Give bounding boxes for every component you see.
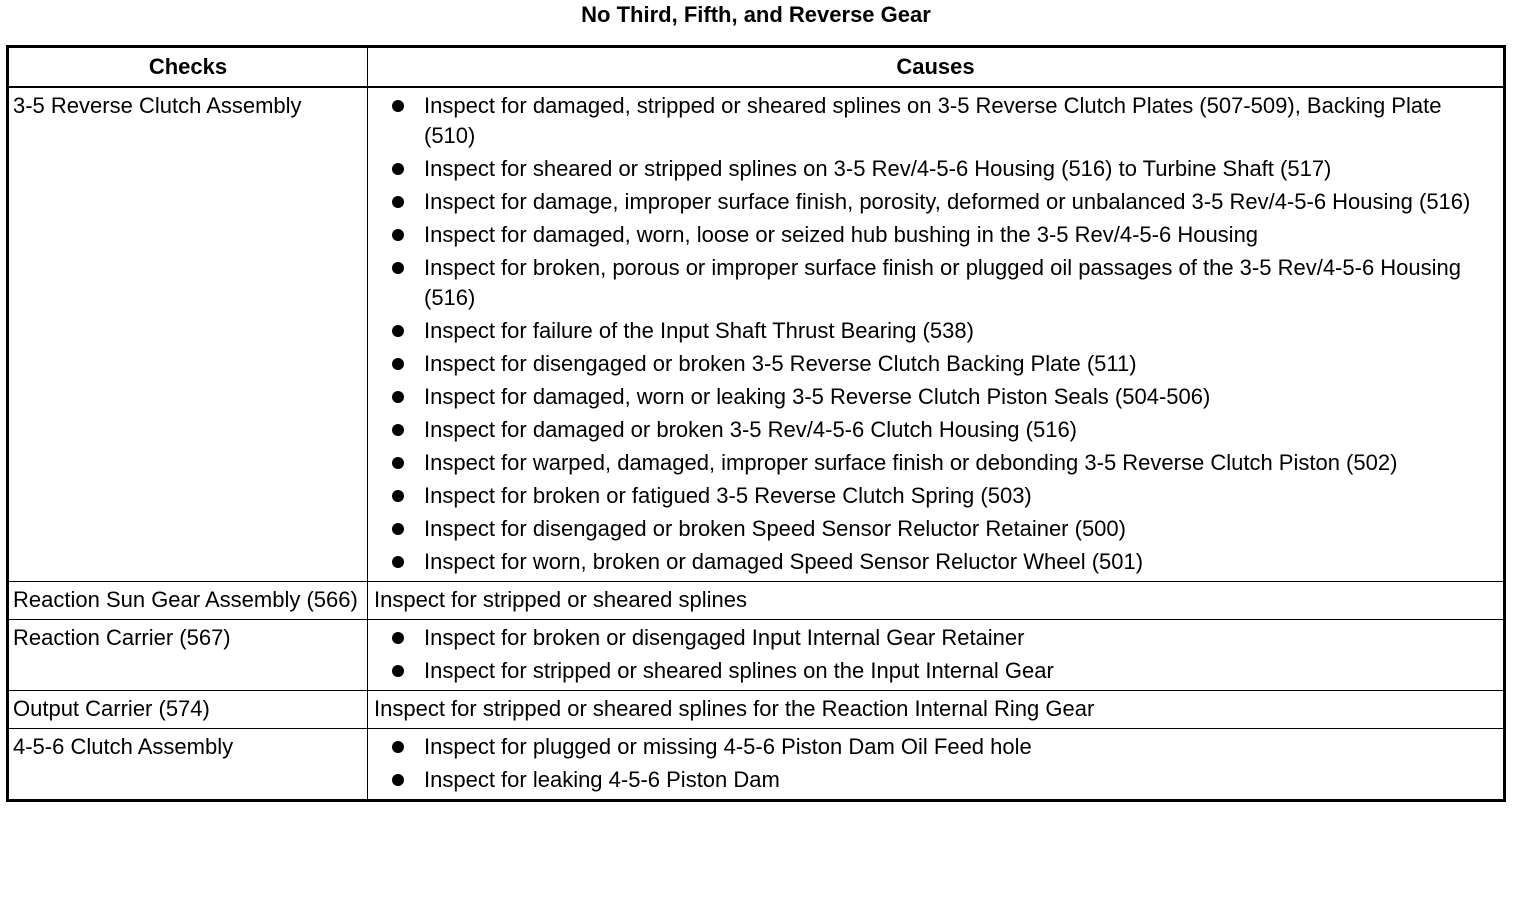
header-checks: Checks: [8, 47, 368, 88]
cause-item: [374, 765, 1497, 795]
cause-text-cell: Inspect for stripped or sheared splines: [368, 582, 1505, 620]
cause-item: [374, 547, 1497, 577]
table-row: [8, 620, 1505, 691]
check-cell: 3-5 Reverse Clutch Assembly: [8, 87, 368, 582]
table-row: [8, 582, 1505, 620]
header-row: [8, 47, 1505, 88]
header-causes: Causes: [368, 47, 1505, 88]
cause-text: Inspect for broken or fatigued 3-5 Reverse Clutch Spring (503): [424, 483, 1032, 508]
cause-text: Inspect for damaged, stripped or sheared splines on 3-5 Reverse Clutch Plates (507-509), Backing Plate (510): [424, 93, 1442, 148]
bullet-icon: [392, 424, 404, 436]
cause-item: [374, 623, 1497, 653]
cause-text-cell: Inspect for stripped or sheared splines for the Reaction Internal Ring Gear: [368, 691, 1505, 729]
cause-text: Inspect for damaged, worn, loose or seized hub bushing in the 3-5 Rev/4-5-6 Housing: [424, 222, 1259, 247]
cause-list: [374, 91, 1497, 577]
diagnosis-table: [6, 45, 1506, 802]
cause-text: Inspect for stripped or sheared splines on the Input Internal Gear: [424, 658, 1054, 683]
bullet-icon: [392, 325, 404, 337]
bullet-icon: [392, 457, 404, 469]
cause-item: [374, 415, 1497, 445]
check-cell: Output Carrier (574): [8, 691, 368, 729]
cause-item: [374, 154, 1497, 184]
table-title: No Third, Fifth, and Reverse Gear: [581, 2, 931, 27]
cause-text: Inspect for worn, broken or damaged Speed Sensor Reluctor Wheel (501): [424, 549, 1144, 574]
bullet-icon: [392, 523, 404, 535]
bullet-icon: [392, 358, 404, 370]
bullet-icon: [392, 774, 404, 786]
bullet-icon: [392, 741, 404, 753]
cause-text: Inspect for failure of the Input Shaft Thrust Bearing (538): [424, 318, 974, 343]
cause-item: [374, 448, 1497, 478]
cause-text: Inspect for leaking 4-5-6 Piston Dam: [424, 767, 780, 792]
cause-text: Inspect for damage, improper surface finish, porosity, deformed or unbalanced 3-5 Rev/4-5-6 Housing (516): [424, 189, 1471, 214]
cause-item: [374, 253, 1497, 313]
cause-item: [374, 514, 1497, 544]
bullet-icon: [392, 262, 404, 274]
cause-item: [374, 481, 1497, 511]
bullet-icon: [392, 490, 404, 502]
cause-item: [374, 349, 1497, 379]
check-cell: Reaction Carrier (567): [8, 620, 368, 691]
cause-text: Inspect for damaged, worn or leaking 3-5 Reverse Clutch Piston Seals (504-506): [424, 384, 1211, 409]
cause-list: [374, 732, 1497, 795]
cause-text: Inspect for broken or disengaged Input Internal Gear Retainer: [424, 625, 1025, 650]
bullet-icon: [392, 665, 404, 677]
cause-text: Inspect for plugged or missing 4-5-6 Piston Dam Oil Feed hole: [424, 734, 1032, 759]
table-row: [8, 729, 1505, 801]
cause-item: [374, 382, 1497, 412]
causes-cell: [368, 620, 1505, 691]
cause-item: [374, 732, 1497, 762]
cause-item: [374, 91, 1497, 151]
cause-text: Inspect for sheared or stripped splines on 3-5 Rev/4-5-6 Housing (516) to Turbine Shaft (517): [424, 156, 1332, 181]
cause-text: Inspect for broken, porous or improper surface finish or plugged oil passages of the 3-5 Rev/4-5-6 Housing (516): [424, 255, 1462, 310]
bullet-icon: [392, 196, 404, 208]
causes-cell: [368, 87, 1505, 582]
cause-item: [374, 187, 1497, 217]
bullet-icon: [392, 632, 404, 644]
cause-text: Inspect for disengaged or broken Speed Sensor Reluctor Retainer (500): [424, 516, 1126, 541]
cause-item: [374, 656, 1497, 686]
table-row: [8, 87, 1505, 582]
check-cell: 4-5-6 Clutch Assembly: [8, 729, 368, 801]
cause-text: Inspect for disengaged or broken 3-5 Reverse Clutch Backing Plate (511): [424, 351, 1137, 376]
bullet-icon: [392, 100, 404, 112]
bullet-icon: [392, 391, 404, 403]
cause-text: Inspect for damaged or broken 3-5 Rev/4-5-6 Clutch Housing (516): [424, 417, 1078, 442]
bullet-icon: [392, 163, 404, 175]
cause-item: [374, 316, 1497, 346]
causes-cell: [368, 729, 1505, 801]
bullet-icon: [392, 229, 404, 241]
bullet-icon: [392, 556, 404, 568]
check-cell: Reaction Sun Gear Assembly (566): [8, 582, 368, 620]
table-row: [8, 691, 1505, 729]
cause-item: [374, 220, 1497, 250]
cause-text: Inspect for warped, damaged, improper surface finish or debonding 3-5 Reverse Clutch Piston (502): [424, 450, 1398, 475]
cause-list: [374, 623, 1497, 686]
